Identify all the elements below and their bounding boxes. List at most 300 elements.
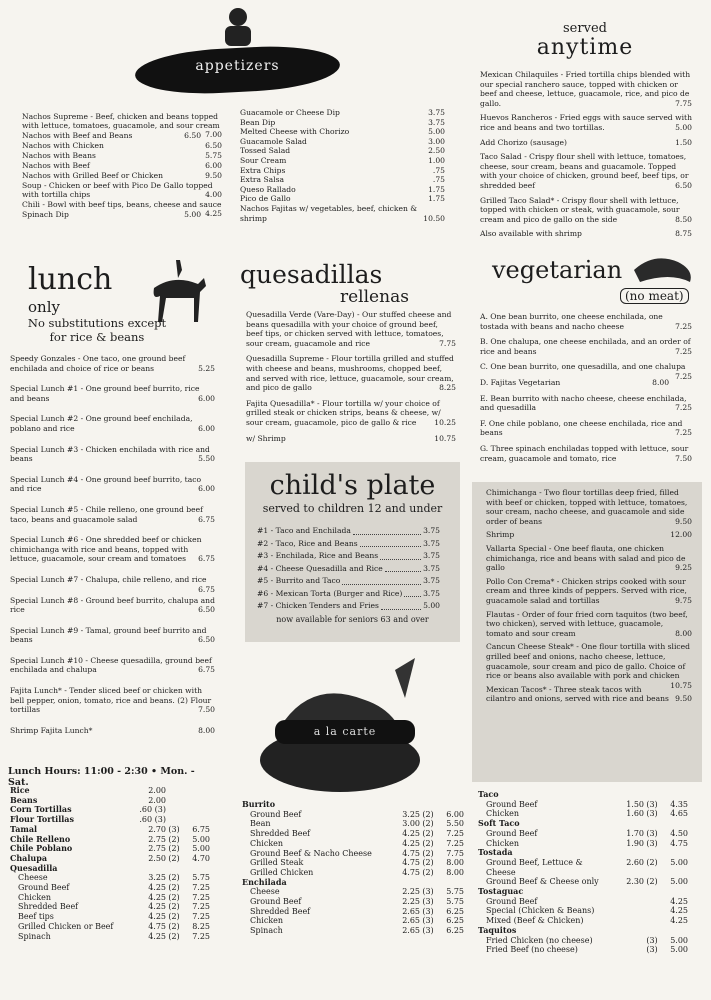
a-la-carte-qty: (2) xyxy=(646,857,658,867)
a-la-carte-price-multi: 6.25 xyxy=(446,926,464,936)
a-la-carte-price: 4.75 xyxy=(148,921,166,931)
a-la-carte-row xyxy=(478,945,688,955)
a-la-carte-name: Ground Beef xyxy=(486,896,538,906)
item-price: 7.75 xyxy=(675,98,692,108)
a-la-carte-price: 4.25 xyxy=(148,931,166,941)
item-price: 1.75 xyxy=(428,184,445,194)
item-price: 8.75 xyxy=(675,229,692,239)
menu-item xyxy=(480,337,692,356)
appetizer-item xyxy=(240,108,445,118)
served-label: served xyxy=(563,21,607,36)
appetizer-item xyxy=(22,171,222,180)
item-text: Also available with shrimp xyxy=(480,229,582,239)
item-text: Nachos with Beans xyxy=(22,151,96,160)
item-price: 9.50 xyxy=(675,694,692,704)
a-la-carte-name: Ground Beef, Lettuce & Cheese xyxy=(486,857,583,877)
item-price: 6.00 xyxy=(205,161,222,170)
item-price: 3.75 xyxy=(428,117,445,127)
a-la-carte-qty: (2) xyxy=(422,829,434,839)
a-la-carte-price: 3.25 xyxy=(148,873,166,883)
a-la-carte-qty: (3) xyxy=(422,897,434,907)
a-la-carte-name: Spinach xyxy=(18,931,51,941)
menu-item xyxy=(486,685,692,704)
item-price: 5.75 xyxy=(205,151,222,160)
appetizers-banner xyxy=(135,48,340,96)
appetizer-item xyxy=(240,204,445,223)
a-la-carte-qty: (3) xyxy=(646,945,658,955)
a-la-carte-name: Chicken xyxy=(250,838,284,848)
a-la-carte-name: Chile Relleno xyxy=(10,833,71,844)
a-la-carte-price-multi xyxy=(660,848,688,858)
a-la-carte-price-multi xyxy=(660,819,688,829)
a-la-carte-qty: (2) xyxy=(422,848,434,858)
served-anytime-heading xyxy=(510,22,660,60)
item-price: 4.25 xyxy=(205,209,222,218)
a-la-carte-qty xyxy=(644,897,660,907)
a-la-carte-row xyxy=(478,897,688,907)
a-la-carte-name: Ground Beef xyxy=(250,897,302,907)
a-la-carte-qty: (3) xyxy=(646,809,658,819)
menu-item xyxy=(246,434,456,444)
a-la-carte-qty: (2) xyxy=(422,867,434,877)
a-la-carte-price: 2.65 xyxy=(402,906,420,916)
lunch-note: No substitutions except for rice & beans xyxy=(27,316,167,344)
a-la-carte-name: Burrito xyxy=(242,799,276,809)
appetizer-item xyxy=(240,166,445,176)
menu-row xyxy=(257,600,440,613)
a-la-carte-qty: (3) xyxy=(646,799,658,809)
a-la-carte-price: 2.25 xyxy=(402,897,420,907)
item-text: Special Lunch #1 - One ground beef burrito, rice and beans xyxy=(10,384,200,403)
a-la-carte-price: 1.50 xyxy=(626,799,644,809)
childs-plate-note: now available for seniors 63 and over xyxy=(276,614,429,624)
item-text: Add Chorizo (sausage) xyxy=(480,137,567,147)
item-price: 5.00 xyxy=(675,122,692,132)
menu-item xyxy=(480,394,692,413)
item-price: 8.00 xyxy=(675,628,692,638)
row-price: 5.00 xyxy=(423,601,440,610)
item-text: C. One bean burrito, one quesadilla, and one chalupa xyxy=(480,362,686,372)
leader-dots xyxy=(404,588,421,598)
menu-row xyxy=(257,538,440,551)
menu-item xyxy=(480,229,692,239)
menu-item xyxy=(10,626,215,645)
item-text: Nachos Fajitas w/ vegetables, beef, chicken & shrimp xyxy=(240,203,418,223)
quesadillas-title: quesadillas xyxy=(240,260,383,289)
a-la-carte-price: 2.50 xyxy=(148,853,166,863)
item-price: 9.50 xyxy=(205,171,222,180)
row-name: #5 - Burrito and Taco xyxy=(257,576,341,585)
a-la-carte-price xyxy=(386,800,420,810)
a-la-carte-name: Chicken xyxy=(486,809,520,819)
row-price: 3.75 xyxy=(423,576,440,585)
a-la-carte-row xyxy=(10,922,210,932)
a-la-carte-name: Rice xyxy=(10,785,30,795)
item-price: 7.25 xyxy=(675,321,692,331)
leader-dots xyxy=(380,550,421,560)
menu-item xyxy=(480,312,692,331)
a-la-carte-price xyxy=(610,790,644,800)
item-price: 10.25 xyxy=(434,417,456,427)
a-la-carte-name: Beef tips xyxy=(18,912,54,922)
a-la-carte-price-multi: 4.65 xyxy=(670,809,688,819)
a-la-carte-qty: (2) xyxy=(168,892,180,902)
a-la-carte-row xyxy=(242,926,464,936)
horse-rider-icon xyxy=(148,258,208,324)
appetizer-item xyxy=(240,118,445,128)
item-price: 8.00 xyxy=(198,725,215,735)
item-text: A. One bean burrito, one cheese enchilada, one tostada with beans and nacho cheese xyxy=(480,312,663,331)
item-text: Spinach Dip xyxy=(22,210,69,219)
item-price: 7.50 xyxy=(675,453,692,463)
a-la-carte-price xyxy=(132,864,166,874)
item-price: 7.25 xyxy=(675,403,692,413)
anytime-label: anytime xyxy=(536,35,634,60)
a-la-carte-price-multi xyxy=(660,790,688,800)
a-la-carte-qty xyxy=(644,916,660,926)
item-price: 6.00 xyxy=(198,484,215,494)
a-la-carte-price-multi: 7.25 xyxy=(446,829,464,839)
a-la-carte-qty: (3) xyxy=(422,887,434,897)
row-name: #7 - Chicken Tenders and Fries xyxy=(257,601,379,610)
item-price: 9.25 xyxy=(675,563,692,573)
menu-item xyxy=(486,544,692,573)
a-la-carte-price: 3.00 xyxy=(402,819,420,829)
appetizer-item xyxy=(22,141,222,150)
a-la-carte-row xyxy=(242,839,464,849)
menu-row xyxy=(257,525,440,538)
item-price: 6.00 xyxy=(198,393,215,403)
a-la-carte-price: 2.00 xyxy=(148,795,166,805)
a-la-carte-qty: (2) xyxy=(168,912,180,922)
a-la-carte-row xyxy=(242,810,464,820)
a-la-carte-name: Chile Poblano xyxy=(10,843,73,854)
a-la-carte-price-multi: 6.75 xyxy=(192,824,210,834)
item-text: Nachos with Beef and Beans xyxy=(22,131,133,140)
a-la-carte-qty: (2) xyxy=(646,877,658,887)
appetizer-item xyxy=(22,151,222,160)
a-la-carte-row xyxy=(242,858,464,868)
a-la-carte-price-multi: 7.75 xyxy=(446,848,464,858)
item-price: 6.75 xyxy=(198,554,215,564)
a-la-carte-price-multi: 7.25 xyxy=(192,912,210,922)
item-text: Nachos Supreme - Beef, chicken and beans topped with lettuce, tomatoes, guacamole, and sour cream xyxy=(22,112,220,130)
a-la-carte-price: .60 (3) xyxy=(139,805,166,815)
a-la-carte-name: Quesadilla xyxy=(10,862,58,873)
appetizer-item xyxy=(240,137,445,147)
a-la-carte-name: Ground Beef & Cheese only xyxy=(486,877,599,887)
rellenas-title: rellenas xyxy=(340,287,409,307)
a-la-carte-price-multi: 5.75 xyxy=(192,873,210,883)
a-la-carte-price-multi xyxy=(436,878,464,888)
a-la-carte-qty xyxy=(644,926,660,936)
a-la-carte-name: Chicken xyxy=(486,838,520,848)
item-price: 7.00 xyxy=(205,130,222,139)
a-la-carte-row xyxy=(10,786,210,796)
item-text: Huevos Rancheros - Fried eggs with sauce served with rice and beans and two tortillas. xyxy=(480,113,692,132)
item-price: 1.50 xyxy=(675,137,692,147)
menu-item xyxy=(10,505,215,524)
a-la-carte-qty: (2) xyxy=(168,902,180,912)
item-text: Cancun Cheese Steak* - One flour tortilla with sliced grilled beef and onions, nacho cheese, lettuce, guacamole, sour cream and pico de gallo. Choice of rice or beans also available with pork and chicken xyxy=(486,642,691,681)
menu-item xyxy=(480,113,692,132)
a-la-carte-price: 2.60 xyxy=(626,857,644,867)
a-la-carte-qty xyxy=(166,864,182,874)
item-text: Soup - Chicken or beef with Pico De Gallo topped with tortilla chips xyxy=(22,181,213,199)
a-la-carte-row xyxy=(478,848,688,858)
item-text: Quesadilla Verde (Vare-Day) - Our stuffed cheese and beans quesadilla with your choice of ground beef, beef tips, or chicken served with lettuce, tomatoes, sour cream, guacamole and rice xyxy=(246,310,452,348)
a-la-carte-banner: a la carte xyxy=(313,725,377,738)
a-la-carte-row xyxy=(242,897,464,907)
a-la-carte-price-multi: 5.50 xyxy=(446,819,464,829)
menu-item xyxy=(10,656,215,675)
a-la-carte-price xyxy=(610,945,644,955)
a-la-carte-name: Fried Beef (no cheese) xyxy=(486,945,578,955)
a-la-carte-qty: (3) xyxy=(646,838,658,848)
item-price: 6.75 xyxy=(198,584,215,594)
item-price: 6.50 xyxy=(198,635,215,645)
row-name: #6 - Mexican Torta (Burger and Rice) xyxy=(257,588,403,598)
a-la-carte-price-multi xyxy=(182,786,210,796)
a-la-carte-row xyxy=(478,936,688,946)
a-la-carte-price-multi xyxy=(182,796,210,806)
menu-item xyxy=(486,530,692,540)
appetizer-item xyxy=(240,185,445,195)
lunch-title: lunch xyxy=(28,262,113,297)
a-la-carte-col3 xyxy=(478,790,688,955)
item-price: 4.00 xyxy=(205,190,222,199)
menu-row xyxy=(257,575,440,588)
item-text: F. One chile poblano, one cheese enchilada, rice and beans xyxy=(480,418,683,438)
item-text: Nachos with Beef xyxy=(22,161,90,170)
row-price: 3.75 xyxy=(423,588,440,598)
a-la-carte-name: Cheese xyxy=(18,873,48,883)
a-la-carte-row xyxy=(478,790,688,800)
a-la-carte-row xyxy=(478,819,688,829)
item-text: Pollo Con Crema* - Chicken strips cooked with sour cream and three kinds of peppers. Served with rice, guacamole salad and tortillas xyxy=(486,576,687,605)
menu-item xyxy=(10,354,215,373)
item-price: 7.25 xyxy=(675,428,692,438)
a-la-carte-price xyxy=(610,819,644,829)
appetizer-item xyxy=(22,210,222,219)
a-la-carte-name: Chalupa xyxy=(10,852,47,863)
a-la-carte-price: 4.25 xyxy=(148,883,166,893)
menu-row xyxy=(257,550,440,563)
a-la-carte-price-multi: 7.25 xyxy=(192,902,210,912)
a-la-carte-price: .60 (3) xyxy=(139,815,166,825)
a-la-carte-name: Taco xyxy=(478,789,499,799)
a-la-carte-name: Mixed (Beef & Chicken) xyxy=(486,916,584,926)
item-price: 6.50 xyxy=(184,131,202,140)
row-name: #3 - Enchilada, Rice and Beans xyxy=(257,551,379,560)
item-price: 7.25 xyxy=(675,371,692,381)
leader-dots xyxy=(381,600,421,610)
a-la-carte-qty xyxy=(420,800,436,810)
a-la-carte-price: 4.25 xyxy=(402,838,420,848)
leader-dots xyxy=(342,575,421,585)
a-la-carte-name: Ground Beef & Nacho Cheese xyxy=(250,848,372,858)
menu-item xyxy=(10,574,215,594)
a-la-carte-price-multi: 4.35 xyxy=(670,799,688,809)
a-la-carte-row xyxy=(478,829,688,839)
item-price: 3.00 xyxy=(428,136,445,146)
appetizer-item xyxy=(22,131,222,140)
menu-item xyxy=(10,726,215,736)
item-text: Sour Cream xyxy=(240,155,287,165)
item-text: Special Lunch #3 - Chicken enchilada with rice and beans xyxy=(10,444,210,464)
a-la-carte-row xyxy=(242,819,464,829)
a-la-carte-price-multi xyxy=(660,926,688,936)
row-price: 3.75 xyxy=(423,538,440,548)
item-text: Special Lunch #2 - One ground beef enchilada, poblano and rice xyxy=(10,414,193,433)
item-price: 12.00 xyxy=(670,530,692,540)
a-la-carte-qty: (2) xyxy=(168,873,180,883)
item-text: Tossed Salad xyxy=(240,146,291,156)
a-la-carte-name: Chicken xyxy=(250,916,284,926)
menu-item xyxy=(10,414,215,433)
childs-plate-subtitle: served to children 12 and under xyxy=(262,502,443,515)
menu-item xyxy=(10,535,215,564)
a-la-carte-price: 4.25 xyxy=(148,902,166,912)
item-price: 3.75 xyxy=(428,108,445,117)
lunch-list xyxy=(10,354,215,746)
a-la-carte-price: 1.60 xyxy=(626,809,644,819)
a-la-carte-qty: (2) xyxy=(168,834,180,844)
appetizer-item xyxy=(240,194,445,204)
leader-dots xyxy=(353,525,421,535)
a-la-carte-price-multi: 4.25 xyxy=(670,906,688,916)
a-la-carte-price: 2.65 xyxy=(402,916,420,926)
childs-plate-list xyxy=(245,515,460,613)
a-la-carte-name: Grilled Steak xyxy=(250,858,304,868)
a-la-carte-qty xyxy=(166,815,182,825)
item-price: 8.00 xyxy=(652,377,670,387)
a-la-carte-price: 4.25 xyxy=(402,829,420,839)
item-price: 5.00 xyxy=(428,127,445,137)
a-la-carte-col2 xyxy=(242,800,464,936)
item-text: Bean Dip xyxy=(240,117,276,127)
item-text: Grilled Taco Salad* - Crispy flour shell with lettuce, topped with chicken or steak, with guacamole, sour cream and pico de gallo on the side xyxy=(480,195,680,224)
a-la-carte-qty: (2) xyxy=(422,819,434,829)
a-la-carte-row xyxy=(10,815,210,825)
item-price: 1.75 xyxy=(428,194,445,204)
a-la-carte-qty xyxy=(644,906,660,916)
a-la-carte-name: Fried Chicken (no cheese) xyxy=(486,935,593,945)
appetizer-item xyxy=(240,175,445,185)
a-la-carte-qty: (2) xyxy=(168,921,180,931)
lunch-hours: Lunch Hours: 11:00 - 2:30 • Mon. - Sat. xyxy=(8,766,195,788)
a-la-carte-price-multi xyxy=(660,887,688,897)
a-la-carte-price: 4.75 xyxy=(402,848,420,858)
a-la-carte-qty: (2) xyxy=(168,853,180,863)
a-la-carte-price-multi xyxy=(182,864,210,874)
a-la-carte-row xyxy=(10,912,210,922)
item-text: Special Lunch #4 - One ground beef burrito, taco and rice xyxy=(10,474,202,494)
a-la-carte-price-multi: 5.75 xyxy=(446,897,464,907)
row-price: 3.75 xyxy=(423,563,440,573)
menu-item xyxy=(10,384,215,403)
vegetarian-list xyxy=(480,312,692,469)
a-la-carte-qty xyxy=(644,848,660,858)
lunch-heading xyxy=(28,262,148,316)
a-la-carte-row xyxy=(242,829,464,839)
menu-item xyxy=(480,196,692,225)
item-text: Special Lunch #5 - Chile relleno, one ground beef taco, beans and guacamole salad xyxy=(10,504,203,524)
menu-item xyxy=(486,577,692,606)
a-la-carte-name: Grilled Chicken or Beef xyxy=(18,921,114,931)
item-text: Fajita Lunch* - Tender sliced beef or chicken with bell pepper, onion, tomato, rice and beans. (2) Flour tortillas xyxy=(10,686,212,715)
item-text: D. Fajitas Vegetarian xyxy=(480,377,561,387)
a-la-carte-qty: (2) xyxy=(168,883,180,893)
item-price: 7.25 xyxy=(675,346,692,356)
a-la-carte-name: Tamal xyxy=(10,823,38,834)
appetizer-item xyxy=(22,181,222,199)
a-la-carte-row xyxy=(10,893,210,903)
a-la-carte-name: Enchilada xyxy=(242,876,287,887)
a-la-carte-qty: (2) xyxy=(422,838,434,848)
a-la-carte-qty xyxy=(644,790,660,800)
a-la-carte-row xyxy=(478,926,688,936)
menu-row xyxy=(257,563,440,576)
a-la-carte-row xyxy=(242,887,464,897)
a-la-carte-row xyxy=(242,916,464,926)
a-la-carte-qty: (3) xyxy=(422,926,434,936)
a-la-carte-row xyxy=(10,873,210,883)
a-la-carte-price-multi: 5.00 xyxy=(192,844,210,854)
appetizers-heading: appetizers xyxy=(195,58,280,74)
menu-item xyxy=(10,596,215,615)
a-la-carte-price: 1.90 xyxy=(626,838,644,848)
a-la-carte-qty xyxy=(420,878,436,888)
a-la-carte-name: Ground Beef xyxy=(250,809,302,819)
a-la-carte-price xyxy=(610,897,644,907)
a-la-carte-qty: (2) xyxy=(168,931,180,941)
item-text: Nachos with Grilled Beef or Chicken xyxy=(22,171,164,180)
a-la-carte-qty: (3) xyxy=(168,824,180,834)
a-la-carte-name: Tostada xyxy=(478,847,513,858)
a-la-carte-qty: (2) xyxy=(422,809,434,819)
item-text: w/ Shrimp xyxy=(246,433,286,443)
a-la-carte-price: 2.75 xyxy=(148,844,166,854)
a-la-carte-name: Soft Taco xyxy=(478,818,520,829)
a-la-carte-illustration xyxy=(245,650,445,800)
a-la-carte-row xyxy=(478,887,688,897)
pepper-icon xyxy=(630,252,696,292)
a-la-carte-qty xyxy=(166,796,182,806)
a-la-carte-price-multi xyxy=(182,815,210,825)
a-la-carte-price-multi: 5.00 xyxy=(670,945,688,955)
item-price: 6.50 xyxy=(675,180,692,190)
a-la-carte-row xyxy=(478,906,688,916)
item-price: 6.50 xyxy=(198,605,215,615)
item-price: 6.75 xyxy=(198,514,215,524)
item-text: Fajita Quesadilla* - Flour tortilla w/ your choice of grilled steak or chicken strips, beans & cheese, w/ sour cream, guacamole, pico de gallo & rice xyxy=(246,398,441,427)
item-text: Guacamole or Cheese Dip xyxy=(240,108,340,117)
item-price: 5.25 xyxy=(198,363,215,373)
item-price: .75 xyxy=(432,175,445,185)
appetizer-item xyxy=(240,146,445,156)
a-la-carte-price xyxy=(610,916,644,926)
leader-dots xyxy=(360,538,421,548)
appetizer-item xyxy=(240,127,445,137)
item-price: 10.75 xyxy=(670,680,692,690)
item-text: Special Lunch #7 - Chalupa, chile relleno, and rice xyxy=(10,574,207,584)
specialties-box xyxy=(472,482,702,782)
a-la-carte-row xyxy=(242,800,464,810)
menu-item xyxy=(486,488,692,526)
a-la-carte-price: 2.75 xyxy=(148,834,166,844)
a-la-carte-price: 4.25 xyxy=(148,912,166,922)
